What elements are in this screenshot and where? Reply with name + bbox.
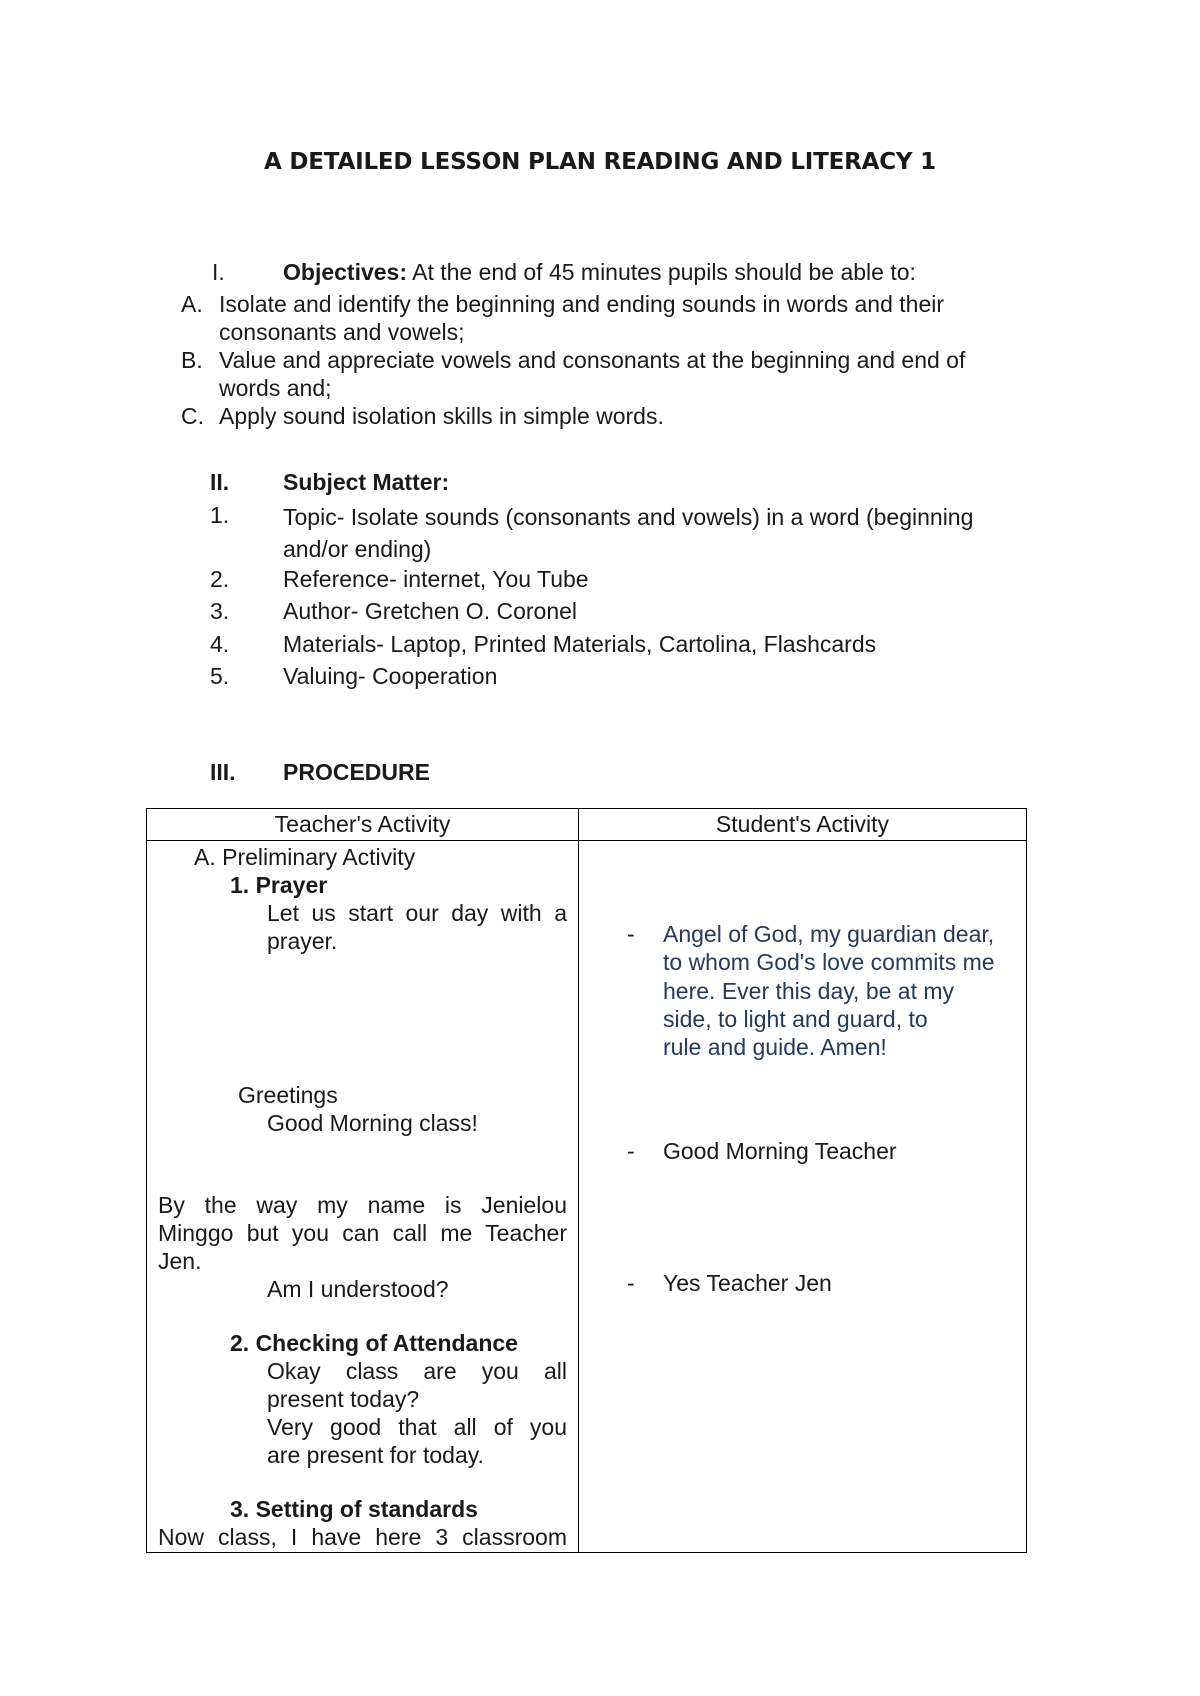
subject-item-3 bbox=[0, 597, 1200, 629]
prayer-heading: 1. Prayer bbox=[230, 872, 328, 898]
document-title: A DETAILED LESSON PLAN READING AND LITERACY 1 bbox=[263, 149, 936, 175]
intro-text: Minggo but you can call me Teacher bbox=[158, 1220, 567, 1246]
procedure-numeral: III. bbox=[210, 759, 236, 785]
objectives-heading bbox=[0, 258, 1200, 286]
subject-matter-numeral: II. bbox=[210, 469, 230, 495]
subject-marker: 2. bbox=[210, 566, 230, 592]
subject-matter-heading bbox=[0, 468, 1200, 496]
prayer-text: prayer. bbox=[267, 928, 338, 954]
table-header-row bbox=[147, 809, 1027, 841]
standards-heading: 3. Setting of standards bbox=[230, 1496, 478, 1522]
greetings-label: Greetings bbox=[238, 1082, 338, 1108]
objective-text: Value and appreciate vowels and consonants at the beginning and end of words and; bbox=[219, 347, 966, 401]
table-row bbox=[147, 841, 1027, 1553]
attendance-text: Very good that all of you bbox=[267, 1414, 567, 1440]
objectives-numeral: I. bbox=[212, 259, 225, 285]
student-yes: Yes Teacher Jen bbox=[663, 1270, 832, 1296]
student-prayer: rule and guide. Amen! bbox=[663, 1034, 887, 1060]
objective-marker: C. bbox=[181, 403, 204, 429]
preliminary-activity: A. Preliminary Activity bbox=[194, 844, 416, 870]
subject-marker: 1. bbox=[210, 502, 230, 528]
understood-text: Am I understood? bbox=[267, 1276, 449, 1302]
attendance-text: are present for today. bbox=[267, 1442, 484, 1468]
procedure-heading bbox=[0, 758, 1200, 786]
prayer-text: Let us start our day with a bbox=[267, 900, 567, 926]
subject-text: Author- Gretchen O. Coronel bbox=[283, 598, 578, 624]
objective-text: Isolate and identify the beginning and ending sounds in words and their consonants and vowels; bbox=[219, 291, 945, 345]
student-prayer: to whom God's love commits me bbox=[663, 949, 995, 975]
header-student-activity: Student's Activity bbox=[579, 809, 1027, 841]
student-prayer: side, to light and guard, to bbox=[663, 1006, 928, 1032]
header-teacher-activity: Teacher's Activity bbox=[147, 809, 579, 841]
objectives-intro: At the end of 45 minutes pupils should be able to: bbox=[407, 259, 916, 285]
standards-text: Now class, I have here 3 classroom bbox=[158, 1524, 567, 1550]
subject-text: Reference- internet, You Tube bbox=[283, 566, 589, 592]
subject-text: Topic- Isolate sounds (consonants and vowels) in a word (beginning and/or ending) bbox=[283, 504, 974, 562]
attendance-text: Okay class are you all bbox=[267, 1358, 567, 1384]
procedure-label: PROCEDURE bbox=[283, 759, 430, 785]
subject-item-4 bbox=[0, 630, 1200, 662]
attendance-heading: 2. Checking of Attendance bbox=[230, 1330, 518, 1356]
dash-marker: - bbox=[627, 1270, 635, 1296]
subject-marker: 3. bbox=[210, 598, 230, 624]
intro-text: By the way my name is Jenielou bbox=[158, 1192, 567, 1218]
subject-item-1 bbox=[0, 501, 1200, 565]
procedure-table bbox=[146, 808, 1027, 1553]
subject-matter-label: Subject Matter: bbox=[283, 469, 450, 495]
dash-marker: - bbox=[627, 1138, 635, 1164]
good-morning-text: Good Morning class! bbox=[267, 1110, 478, 1136]
dash-marker: - bbox=[627, 921, 635, 947]
subject-item-2 bbox=[0, 565, 1200, 597]
objective-marker: B. bbox=[181, 347, 203, 373]
subject-item-5 bbox=[0, 662, 1200, 694]
subject-text: Materials- Laptop, Printed Materials, Cartolina, Flashcards bbox=[283, 631, 877, 657]
subject-marker: 5. bbox=[210, 663, 230, 689]
student-good-morning: Good Morning Teacher bbox=[663, 1138, 897, 1164]
subject-text: Valuing- Cooperation bbox=[283, 663, 498, 689]
student-prayer: here. Ever this day, be at my bbox=[663, 978, 955, 1004]
objective-text: Apply sound isolation skills in simple words. bbox=[219, 403, 664, 429]
objective-marker: A. bbox=[181, 291, 203, 317]
objectives-label: Objectives: bbox=[283, 259, 407, 285]
subject-marker: 4. bbox=[210, 631, 230, 657]
student-prayer: Angel of God, my guardian dear, bbox=[663, 921, 995, 947]
intro-text: Jen. bbox=[158, 1248, 202, 1274]
teacher-activity-cell bbox=[147, 841, 579, 1553]
student-activity-cell bbox=[579, 841, 1027, 1553]
attendance-text: present today? bbox=[267, 1386, 420, 1412]
